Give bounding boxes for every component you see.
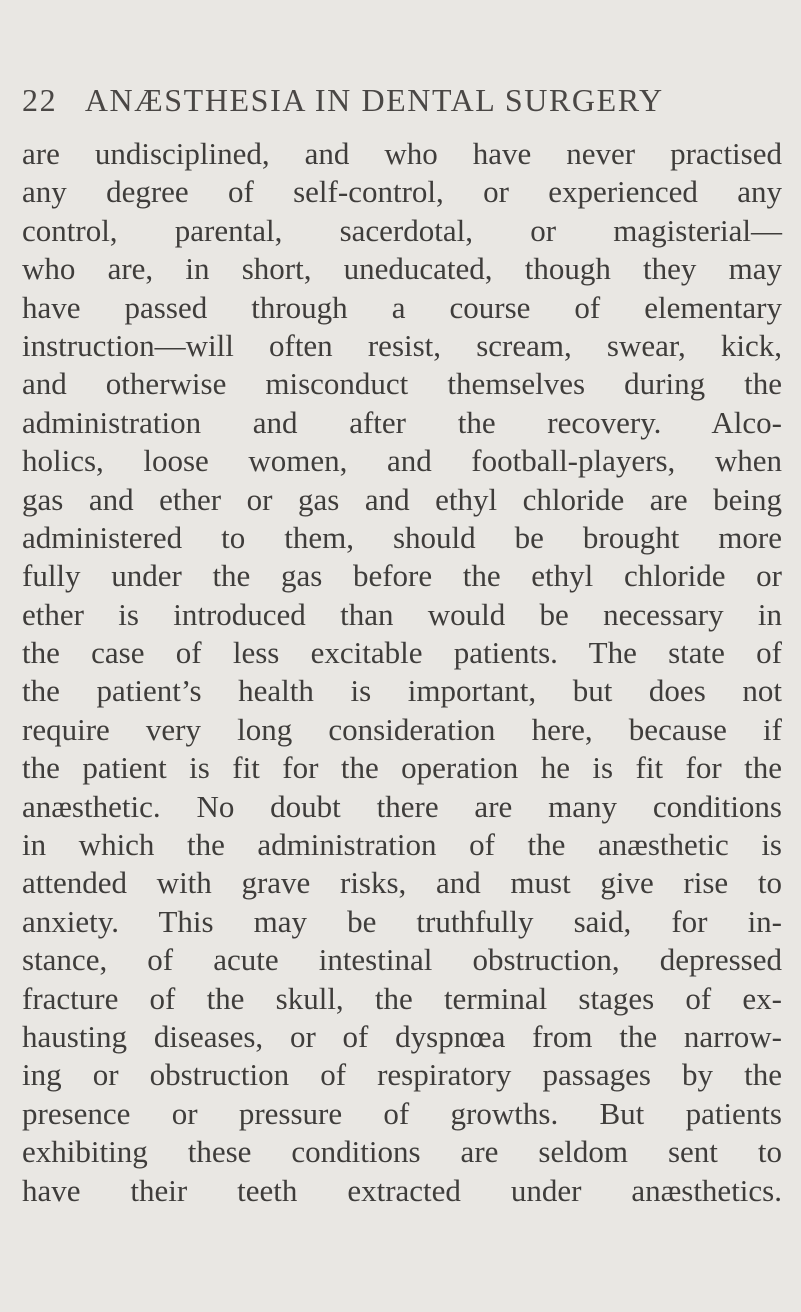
text-line: the case of less excitable patients. The state of <box>22 635 782 671</box>
running-head <box>22 80 664 120</box>
text-line: the patient’s health is important, but does not <box>22 673 782 709</box>
text-line: exhibiting these conditions are seldom sent to <box>22 1134 782 1170</box>
text-line: anæsthetic. No doubt there are many conditions <box>22 788 782 824</box>
text-line: fracture of the skull, the terminal stages of ex- <box>22 980 782 1016</box>
text-line: have their teeth extracted under anæsthetics. <box>22 1172 782 1208</box>
text-line: any degree of self-control, or experienced any <box>22 174 782 210</box>
text-line: administration and after the recovery. Alco- <box>22 404 782 440</box>
text-line: anxiety. This may be truthfully said, for in- <box>22 903 782 939</box>
text-line: attended with grave risks, and must give rise to <box>22 865 782 901</box>
text-line: ing or obstruction of respiratory passages by the <box>22 1057 782 1093</box>
text-line: have passed through a course of elementary <box>22 289 782 325</box>
text-line: administered to them, should be brought more <box>22 519 782 555</box>
text-line: ether is introduced than would be necessary in <box>22 596 782 632</box>
text-line: control, parental, sacerdotal, or magisterial— <box>22 212 782 248</box>
text-line: holics, loose women, and football-players, when <box>22 443 782 479</box>
text-line: the patient is fit for the operation he is fit for the <box>22 750 782 786</box>
text-line: instruction—will often resist, scream, swear, kick, <box>22 327 782 363</box>
text-line: who are, in short, uneducated, though they may <box>22 251 782 287</box>
running-title: ANÆSTHESIA IN DENTAL SURGERY <box>84 82 664 118</box>
text-line: are undisciplined, and who have never practised <box>22 136 782 171</box>
text-line: presence or pressure of growths. But patients <box>22 1095 782 1131</box>
text-line: require very long consideration here, because if <box>22 711 782 747</box>
text-line: gas and ether or gas and ethyl chloride are being <box>22 481 782 517</box>
body-paragraph <box>22 135 782 1210</box>
text-line: stance, of acute intestinal obstruction, depressed <box>22 942 782 978</box>
text-line: in which the administration of the anæsthetic is <box>22 827 782 863</box>
text-line: fully under the gas before the ethyl chloride or <box>22 558 782 594</box>
text-line: and otherwise misconduct themselves during the <box>22 366 782 402</box>
text-line: hausting diseases, or of dyspnœa from the narrow- <box>22 1018 782 1054</box>
page-number: 22 <box>22 82 58 118</box>
